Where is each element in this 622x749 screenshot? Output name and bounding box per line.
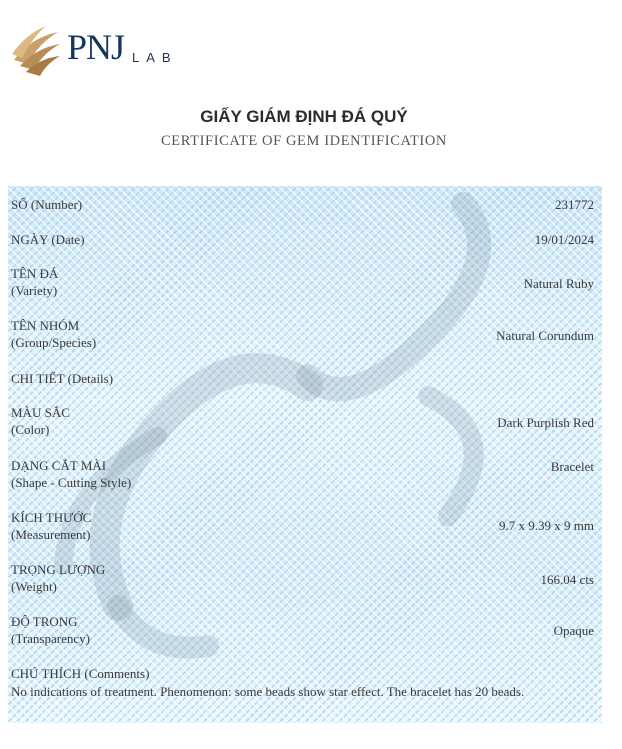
watermark-logo-icon [8,186,602,723]
label-group-en: (Group/Species) [11,335,97,350]
value-shape: Bracelet [550,459,594,474]
comments-text: No indications of treatment. Phenomenon: some beads show star effect. The bracelet has 20 beads. [11,684,525,699]
value-number: 231772 [555,197,594,212]
label-transparency-vn: ĐỘ TRONG [11,614,78,629]
pnj-lab-logo [10,20,200,80]
brand-name: PNJ [67,27,125,67]
label-transparency-en: (Transparency) [11,631,90,646]
label-details: CHI TIẾT (Details) [11,371,114,386]
label-variety-en: (Variety) [11,283,58,298]
label-measurement-en: (Measurement) [11,527,91,542]
certificate-panel [8,186,602,723]
value-date: 19/01/2024 [534,232,594,247]
label-weight-vn: TRỌNG LƯỢNG [11,562,106,577]
label-date: NGÀY (Date) [11,232,85,247]
label-group-vn: TÊN NHÓM [11,318,80,333]
label-number: SỐ (Number) [11,197,83,212]
value-group: Natural Corundum [496,328,594,343]
pnj-gold-mark-icon [10,24,62,76]
title-english: CERTIFICATE OF GEM IDENTIFICATION [161,133,447,149]
value-variety: Natural Ruby [523,276,594,291]
value-measurement: 9.7 x 9.39 x 9 mm [499,518,594,533]
label-color-vn: MÀU SẮC [11,405,70,420]
label-color-en: (Color) [11,422,50,437]
value-transparency: Opaque [553,623,594,638]
certificate-titles [0,107,622,150]
label-shape-en: (Shape - Cutting Style) [11,475,132,490]
label-weight-en: (Weight) [11,579,57,594]
label-shape-vn: DẠNG CẮT MÀI [11,458,107,473]
value-weight: 166.04 cts [540,572,594,587]
label-comments: CHÚ THÍCH (Comments) [11,666,150,681]
title-vietnamese: GIẤY GIÁM ĐỊNH ĐÁ QUÝ [200,107,408,126]
label-measurement-vn: KÍCH THƯỚC [11,510,92,525]
value-color: Dark Purplish Red [497,415,594,430]
label-variety-vn: TÊN ĐÁ [11,266,59,281]
brand-sub: LAB [132,50,178,65]
